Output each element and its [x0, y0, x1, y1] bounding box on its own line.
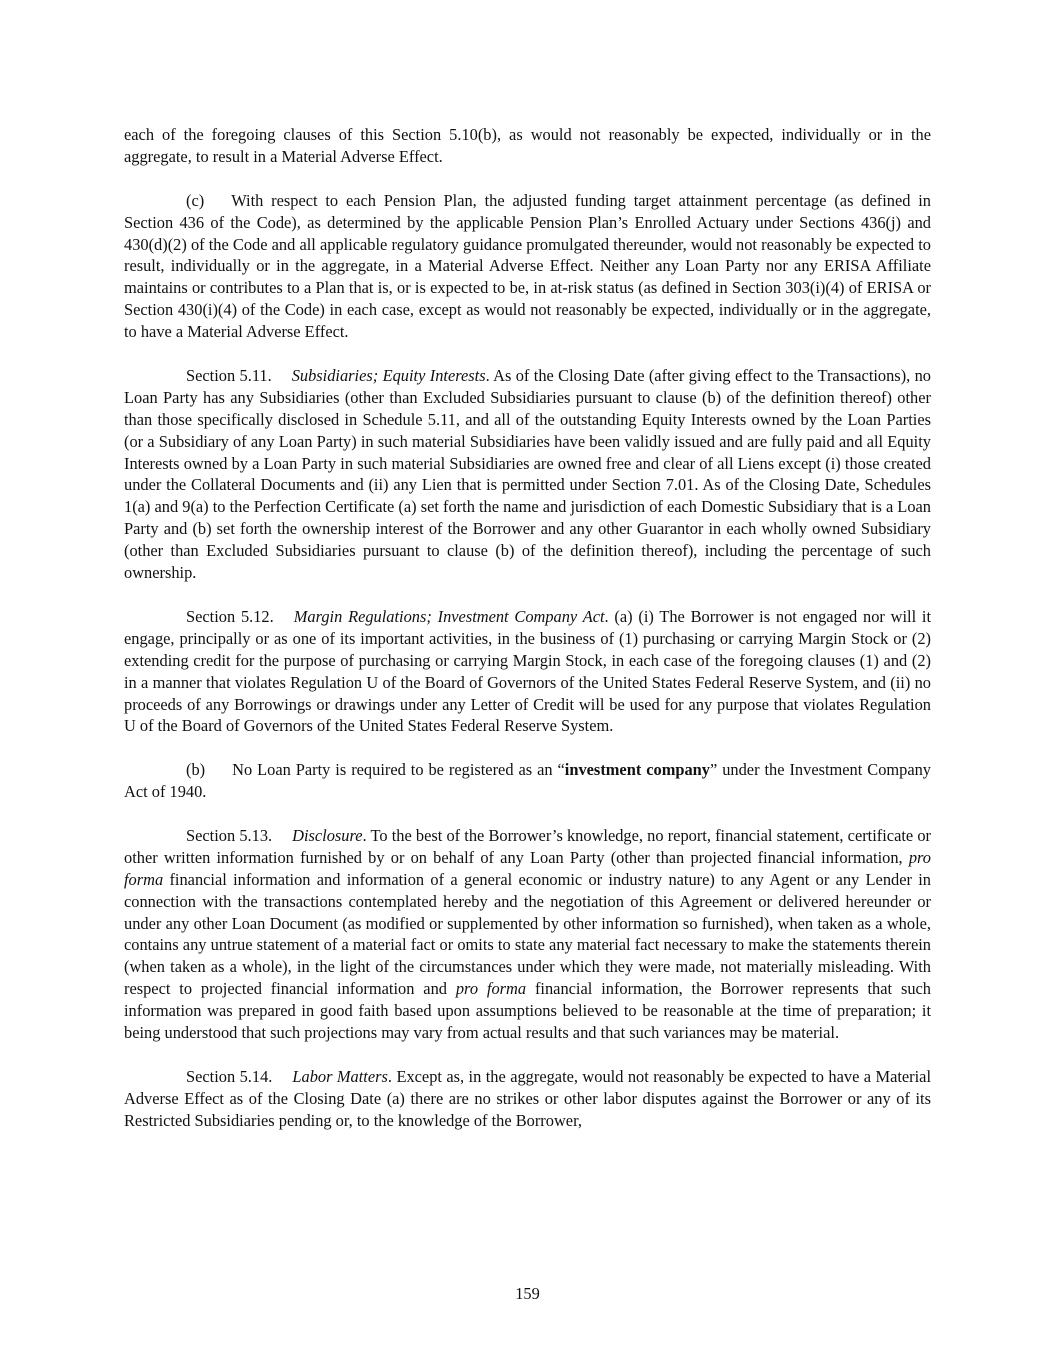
section-5-14 — [124, 1066, 931, 1132]
section-title: Disclosure — [292, 825, 363, 845]
paragraph-continuation — [124, 124, 931, 168]
clause-label: (c) — [186, 190, 205, 210]
section-title: Subsidiaries; Equity Interests — [291, 365, 486, 385]
clause-label: (b) — [186, 760, 206, 780]
italic-term: pro forma — [455, 979, 527, 999]
paragraph-text: With respect to each Pension Plan, the adjusted funding target attainment percentage (as defined in Section 436 of the Code), as determined by the applicable Pension Plan’s Enrolled Actuary under Sections 436(j) and 430(d)(2) of the Code and all applicable regulatory guidance promulgated thereunder, would not reasonably be expected to result, individually or in the aggregate, in a Material Adverse Effect. Neither any Loan Party nor any ERISA Affiliate maintains or contributes to a Plan that is, or is expected to be, in at-risk status (as defined in Section 303(i)(4) of ERISA or Section 430(i)(4) of the Code) in each case, except as would not reasonably be expected, individually or in the aggregate, to have a Material Adverse Effect. — [124, 190, 931, 342]
section-text: . (a) (i) The Borrower is not engaged nor will it engage, principally or as one of its important activities, in the business of (1) purchasing or carrying Margin Stock or (2) extending credit for the purpose of purchasing or carrying Margin Stock, in each case of the foregoing clauses (1) and (2) in a manner that violates Regulation U of the Board of Governors of the United States Federal Reserve System, and (ii) no proceeds of any Borrowings or drawings under any Letter of Credit will be used for any purpose that violates Regulation U of the Board of Governors of the United States Federal Reserve System. — [124, 606, 932, 736]
section-title: Labor Matters — [292, 1066, 388, 1086]
section-number: Section 5.14. — [186, 1066, 273, 1086]
section-5-12 — [124, 606, 931, 737]
section-title: Margin Regulations; Investment Company Act — [293, 606, 605, 626]
paragraph-5-10-c — [124, 190, 931, 343]
section-number: Section 5.13. — [186, 825, 273, 845]
section-text-part-3: financial information, the Borrower represents that such information was prepared in good faith based upon assumptions believed to be reasonable at the time of preparation; it being understood that such projections may vary from actual results and that such variances may be material. — [124, 979, 932, 1043]
section-text: . As of the Closing Date (after giving effect to the Transactions), no Loan Party has any Subsidiaries (other than Excluded Subsidiaries pursuant to clause (b) of the definition thereof) other than those specifically disclosed in Schedule 5.11, and all of the outstanding Equity Interests owned by the Loan Parties (or a Subsidiary of any Loan Party) in such material Subsidiaries have been validly issued and are fully paid and all Equity Interests owned by a Loan Party in such material Subsidiaries are owned free and clear of all Liens except (i) those created under the Collateral Documents and (ii) any Lien that is permitted under Section 7.01. As of the Closing Date, Schedules 1(a) and 9(a) to the Perfection Certificate (a) set forth the name and jurisdiction of each Domestic Subsidiary that is a Loan Party and (b) set forth the ownership interest of the Borrower and any other Guarantor in each wholly owned Subsidiary (other than Excluded Subsidiaries pursuant to clause (b) of the definition thereof), including the percentage of such ownership. — [124, 365, 932, 583]
section-text-part-1: . To the best of the Borrower’s knowledge, no report, financial statement, certificate or other written information furnished by or on behalf of any Loan Party (other than projected financial information, — [124, 825, 931, 867]
paragraph-text: each of the foregoing clauses of this Section 5.10(b), as would not reasonably be expected, individually or in the aggregate, to result in a Material Adverse Effect. — [124, 125, 931, 166]
section-5-11 — [124, 365, 931, 584]
section-text: . Except as, in the aggregate, would not reasonably be expected to have a Material Adverse Effect as of the Closing Date (a) there are no strikes or other labor disputes against the Borrower or any of its Restricted Subsidiaries pending or, to the knowledge of the Borrower, — [124, 1066, 932, 1130]
section-text-part-2: financial information and information of a general economic or industry nature) to any Agent or any Lender in connection with the transactions contemplated hereby and the negotiation of this Agreement or delivered hereunder or under any other Loan Document (as modified or supplemented by other information so furnished), when taken as a whole, contains any untrue statement of a material fact or omits to state any material fact necessary to make the statements therein (when taken as a whole), in the light of the circumstances under which they were made, not materially misleading. With respect to projected financial information and — [124, 869, 931, 999]
section-number: Section 5.11. — [186, 365, 272, 385]
defined-term: investment company — [564, 760, 710, 780]
section-5-13 — [124, 825, 931, 1044]
clause-text-before: No Loan Party is required to be registered as an “ — [232, 760, 565, 780]
italic-term: pro forma — [124, 847, 931, 889]
section-5-12-b — [124, 759, 931, 803]
page-number: 159 — [515, 1284, 540, 1303]
document-page — [124, 124, 931, 1153]
clause-text-after: ” under the Investment Company Act of 1940. — [124, 760, 932, 802]
section-number: Section 5.12. — [186, 606, 274, 626]
